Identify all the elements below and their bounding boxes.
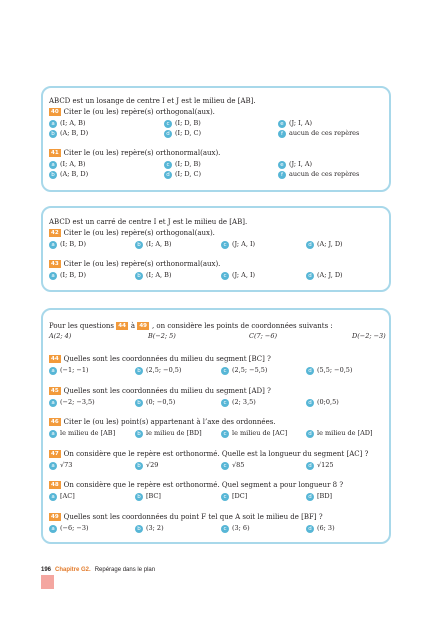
option-a[interactable]	[49, 523, 89, 533]
option-b[interactable]	[135, 428, 202, 438]
option-letter: f	[278, 171, 286, 179]
option-c[interactable]	[221, 239, 255, 249]
option-c[interactable]	[221, 523, 250, 533]
point-d: D(−2; −3)	[352, 332, 386, 340]
option-c[interactable]	[164, 118, 201, 128]
option-d[interactable]	[164, 169, 201, 179]
option-text: (I; A, B)	[146, 271, 172, 279]
option-a[interactable]	[49, 491, 75, 501]
question-text: On considère que le repère est orthonormé. Quelle est la longueur du segment [AC] ?	[63, 449, 369, 458]
box3-intro	[49, 321, 333, 331]
option-letter: c	[221, 367, 229, 375]
option-letter: c	[221, 525, 229, 533]
option-text: (3; 2)	[146, 523, 164, 532]
option-letter: a	[49, 120, 57, 128]
question-44	[49, 354, 383, 365]
option-d[interactable]	[306, 270, 343, 280]
question-number: 41	[51, 150, 59, 156]
question-number: 49	[51, 513, 59, 520]
question-ref: 44	[118, 323, 126, 329]
option-letter: e	[278, 161, 286, 169]
option-letter: b	[135, 272, 143, 280]
question-number: 40	[51, 109, 59, 115]
question-number: 42	[51, 230, 59, 236]
option-letter: c	[221, 399, 229, 407]
option-text: (I; D, C)	[175, 170, 201, 178]
point-c: C(7; −6)	[249, 332, 278, 340]
option-f[interactable]	[278, 169, 359, 179]
option-letter: a	[49, 462, 57, 470]
option-letter: d	[306, 241, 314, 249]
corner-tab	[41, 575, 54, 589]
question-47	[49, 449, 383, 460]
option-text: [AC]	[60, 492, 75, 500]
option-letter: d	[306, 462, 314, 470]
question-number: 44	[51, 356, 59, 362]
option-text: (0; −0,5)	[146, 397, 176, 406]
question-42	[49, 228, 383, 239]
option-letter: c	[221, 272, 229, 280]
option-c[interactable]	[221, 491, 247, 501]
option-b[interactable]	[49, 169, 88, 179]
option-c[interactable]	[164, 159, 201, 169]
option-text: (−6; −3)	[60, 523, 89, 532]
option-text: (0;0,5)	[317, 397, 339, 406]
option-letter: b	[135, 430, 143, 438]
option-b[interactable]	[135, 365, 181, 375]
option-letter: d	[164, 171, 172, 179]
box1-intro: ABCD est un losange de centre I et J est le milieu de [AB].	[49, 97, 256, 105]
option-letter: b	[135, 367, 143, 375]
option-letter: d	[306, 430, 314, 438]
question-text: Citer le (ou les) repère(s) orthogonal(aux).	[63, 229, 215, 237]
page-footer	[41, 567, 155, 573]
point-b: B(−2; 5)	[148, 332, 176, 340]
option-text: le milieu de [AD]	[317, 429, 373, 437]
question-45	[49, 386, 383, 397]
question-text: Citer le (ou les) repère(s) orthonormal(aux).	[63, 260, 221, 268]
question-43	[49, 259, 383, 270]
option-text: (2,5; −0,5)	[146, 366, 182, 374]
option-letter: b	[135, 525, 143, 533]
question-text: Citer le (ou les) point(s) appartenant à l’axe des ordonnées.	[63, 418, 276, 426]
option-a[interactable]	[49, 118, 86, 128]
option-letter: c	[221, 493, 229, 501]
intro-text: Pour les questions	[49, 322, 115, 330]
option-c[interactable]	[221, 270, 255, 280]
option-letter: a	[49, 367, 57, 375]
option-text: (A; B, D)	[60, 170, 89, 178]
option-text: (I; B, D)	[60, 240, 87, 248]
option-text: (6; 3)	[317, 523, 335, 532]
question-49	[49, 512, 383, 523]
option-letter: b	[135, 462, 143, 470]
option-text: aucun de ces repères	[289, 170, 360, 178]
option-text: (−1; −1)	[60, 366, 89, 374]
option-letter: a	[49, 272, 57, 280]
option-c[interactable]	[221, 428, 287, 438]
question-number: 43	[51, 261, 59, 267]
question-text: Quelles sont les coordonnées du milieu du segment [BC] ?	[63, 355, 271, 363]
option-text: √73	[60, 460, 73, 469]
option-text: (5,5; −0,5)	[317, 366, 353, 374]
point-a: A(2; 4)	[49, 332, 72, 340]
option-text: (J; A, I)	[232, 240, 256, 248]
option-letter: b	[49, 171, 57, 179]
option-c[interactable]	[221, 365, 267, 375]
question-41	[49, 148, 383, 159]
option-d[interactable]	[306, 523, 335, 533]
option-text: √85	[232, 460, 245, 469]
option-b[interactable]	[135, 239, 172, 249]
option-text: (J; I, A)	[289, 160, 313, 168]
option-letter: f	[278, 130, 286, 138]
option-d[interactable]	[306, 428, 373, 438]
exercise-box-1	[41, 86, 391, 192]
question-text: Quelles sont les coordonnées du milieu du segment [AD] ?	[63, 386, 271, 395]
chapter-title: Repérage dans le plan	[94, 567, 156, 573]
option-text: aucun de ces repères	[289, 129, 360, 137]
option-b[interactable]	[135, 270, 172, 280]
option-letter: b	[135, 241, 143, 249]
option-letter: c	[221, 430, 229, 438]
option-text: [BC]	[146, 492, 161, 500]
option-letter: a	[49, 493, 57, 501]
option-letter: a	[49, 399, 57, 407]
option-b[interactable]	[135, 491, 161, 501]
option-text: (I; B, D)	[60, 271, 87, 279]
question-text: Quelles sont les coordonnées du point F tel que A soit le milieu de [BF] ?	[63, 512, 323, 521]
option-text: (I; A, B)	[60, 160, 86, 168]
option-letter: c	[221, 462, 229, 470]
question-number: 45	[51, 387, 59, 394]
option-text: (I; A, B)	[60, 119, 86, 127]
question-text: Citer le (ou les) repère(s) orthonormal(aux).	[63, 149, 221, 157]
question-number: 48	[51, 482, 59, 488]
option-text: (J; A, I)	[232, 271, 256, 279]
option-d[interactable]	[306, 460, 334, 470]
option-letter: d	[306, 399, 314, 407]
option-text: (A; J, D)	[317, 240, 343, 248]
option-letter: b	[135, 399, 143, 407]
option-a[interactable]	[49, 428, 115, 438]
option-letter: d	[306, 272, 314, 280]
exercise-box-2	[41, 206, 391, 292]
question-text: On considère que le repère est orthonormé. Quel segment a pour longueur 8 ?	[63, 481, 344, 489]
option-b[interactable]	[135, 397, 175, 407]
option-c[interactable]	[221, 397, 256, 407]
option-text: (−2; −3,5)	[60, 397, 95, 406]
option-letter: e	[278, 120, 286, 128]
option-a[interactable]	[49, 365, 89, 375]
option-letter: d	[306, 367, 314, 375]
option-a[interactable]	[49, 397, 95, 407]
option-b[interactable]	[135, 460, 158, 470]
option-text: [DC]	[232, 492, 248, 500]
option-a[interactable]	[49, 460, 72, 470]
option-text: (A; J, D)	[317, 271, 343, 279]
option-text: (3; 6)	[232, 523, 250, 532]
option-letter: d	[306, 525, 314, 533]
option-letter: b	[135, 493, 143, 501]
option-b[interactable]	[135, 523, 164, 533]
option-e[interactable]	[278, 118, 312, 128]
option-f[interactable]	[278, 128, 359, 138]
option-text: (J; I, A)	[289, 119, 313, 127]
option-d[interactable]	[306, 397, 339, 407]
option-text: (A; B, D)	[60, 129, 89, 137]
option-letter: d	[164, 130, 172, 138]
option-letter: a	[49, 525, 57, 533]
intro-text: , on considère les points de coordonnées suivants :	[151, 322, 333, 330]
option-text: √125	[317, 460, 334, 469]
option-d[interactable]	[164, 128, 201, 138]
option-letter: c	[164, 120, 172, 128]
option-d[interactable]	[306, 491, 332, 501]
option-letter: a	[49, 430, 57, 438]
option-a[interactable]	[49, 239, 86, 249]
option-a[interactable]	[49, 159, 86, 169]
question-ref: 49	[139, 323, 147, 329]
option-letter: c	[164, 161, 172, 169]
option-letter: c	[221, 241, 229, 249]
question-number: 47	[51, 450, 59, 457]
question-46	[49, 417, 383, 428]
box2-intro: ABCD est un carré de centre I et J est le milieu de [AB].	[49, 218, 248, 226]
question-48	[49, 480, 383, 491]
option-c[interactable]	[221, 460, 244, 470]
option-text: (I; D, C)	[175, 129, 201, 137]
option-letter: d	[306, 493, 314, 501]
chapter-label: Chapitre G2.	[55, 567, 91, 573]
option-e[interactable]	[278, 159, 312, 169]
question-text: Citer le (ou les) repère(s) orthogonal(aux).	[63, 108, 215, 116]
option-letter: b	[49, 130, 57, 138]
option-text: (I; A, B)	[146, 240, 172, 248]
option-a[interactable]	[49, 270, 86, 280]
question-40	[49, 107, 383, 118]
option-text: le milieu de [AB]	[60, 429, 116, 437]
option-text: le milieu de [BD]	[146, 429, 202, 437]
intro-text: à	[130, 322, 136, 330]
option-b[interactable]	[49, 128, 88, 138]
option-text: le milieu de [AC]	[232, 429, 288, 437]
exercise-box-3	[41, 308, 391, 544]
option-d[interactable]	[306, 365, 352, 375]
option-text: [BD]	[317, 492, 333, 500]
option-text: (I; D, B)	[175, 119, 201, 127]
option-text: √29	[146, 460, 159, 469]
option-text: (2,5; −5,5)	[232, 366, 268, 374]
option-letter: a	[49, 241, 57, 249]
option-letter: a	[49, 161, 57, 169]
option-text: (2; 3,5)	[232, 397, 256, 406]
page-number: 196	[41, 567, 52, 573]
question-number: 46	[51, 419, 59, 425]
option-text: (I; D, B)	[175, 160, 201, 168]
option-d[interactable]	[306, 239, 343, 249]
